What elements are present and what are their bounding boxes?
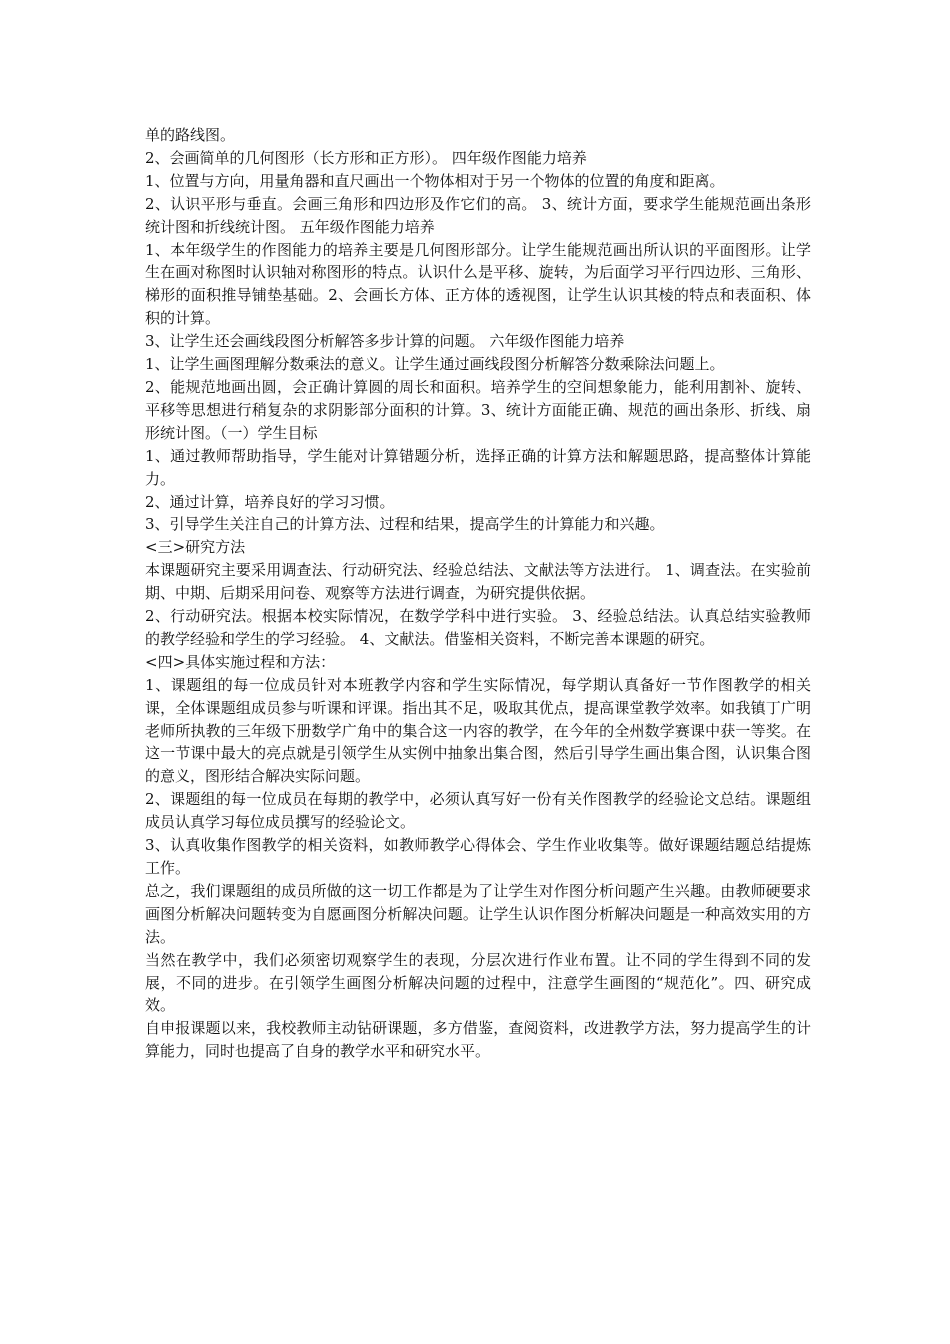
section-heading: <四>具体实施过程和方法： — [145, 652, 336, 671]
paragraph: 2、认识平形与垂直。会画三角形和四边形及作它们的高。 3、统计方面，要求学生能规范画出条形统计图和折线统计图。 五年级作图能力培养 — [145, 194, 811, 236]
paragraph: 1、位置与方向，用量角器和直尺画出一个物体相对于另一个物体的位置的角度和距离。 — [145, 171, 725, 190]
paragraph: 2、课题组的每一位成员在每期的教学中，必须认真写好一份有关作图教学的经验论文总结。课题组成员认真学习每位成员撰写的经验论文。 — [145, 790, 811, 832]
paragraph: 本课题研究主要采用调查法、行动研究法、经验总结法、文献法等方法进行。 1、调查法。在实验前期、中期、后期采用问卷、观察等方法进行调查，为研究提供依据。 — [145, 561, 811, 603]
paragraph: 1、本年级学生的作图能力的培养主要是几何图形部分。让学生能规范画出所认识的平面图形。让学生在画对称图时认识轴对称图形的特点。认识什么是平移、旋转，为后面学习平行四边形、三角形、梯形的面积推导铺垫基础。2、会画长方体、正方体的透视图，让学生认识其棱的特点和表面积、体积的计算。 — [145, 240, 811, 328]
paragraph: 单的路线图。 — [145, 126, 236, 144]
paragraph: 3、认真收集作图教学的相关资料，如教师教学心得体会、学生作业收集等。做好课题结题总结提炼工作。 — [145, 836, 811, 877]
paragraph: 3、引导学生关注自己的计算方法、过程和结果，提高学生的计算能力和兴趣。 — [145, 515, 665, 534]
paragraph: 当然在教学中，我们必须密切观察学生的表现，分层次进行作业布置。让不同的学生得到不同的发展，不同的进步。在引领学生画图分析解决问题的过程中，注意学生画图的“规范化”。四、研究成效。 — [145, 950, 811, 1015]
paragraph: 1、通过教师帮助指导，学生能对计算错题分析，选择正确的计算方法和解题思路，提高整体计算能力。 — [145, 446, 811, 488]
paragraph: 1、课题组的每一位成员针对本班教学内容和学生实际情况，每学期认真备好一节作图教学的相关课，全体课题组成员参与听课和评课。指出其不足，吸取其优点，提高课堂教学效率。如我镇丁广明老师所执教的三年级下册数学广角中的集合这一内容的教学，在今年的全州数学赛课中获一等奖。在这一节课中最大的亮点就是引领学生从实例中抽象出集合图，然后引导学生画出集合图，认识集合图的意义，图形结合解决实际问题。 — [145, 675, 811, 786]
paragraph: 2、行动研究法。根据本校实际情况，在数学学科中进行实验。 3、经验总结法。认真总结实验教师的教学经验和学生的学习经验。 4、文献法。借鉴相关资料，不断完善本课题的研究。 — [145, 607, 811, 648]
section-heading: <三>研究方法 — [145, 538, 246, 557]
paragraph: 1、让学生画图理解分数乘法的意义。让学生通过画线段图分析解答分数乘除法问题上。 — [145, 355, 725, 374]
paragraph: 自申报课题以来，我校教师主动钻研课题，多方借鉴，查阅资料，改进教学方法，努力提高学生的计算能力，同时也提高了自身的教学水平和研究水平。 — [145, 1019, 811, 1061]
paragraph: 3、让学生还会画线段图分析解答多步计算的问题。 六年级作图能力培养 — [145, 332, 625, 351]
paragraph: 2、能规范地画出圆，会正确计算圆的周长和面积。培养学生的空间想象能力，能利用割补、旋转、平移等思想进行稍复杂的求阴影部分面积的计算。3、统计方面能正确、规范的画出条形、折线、扇形统计图。（一）学生目标 — [145, 377, 811, 442]
document-body — [145, 124, 811, 1063]
paragraph: 2、通过计算，培养良好的学习习惯。 — [145, 492, 395, 511]
paragraph: 2、会画简单的几何图形（长方形和正方形）。 四年级作图能力培养 — [145, 148, 587, 167]
paragraph: 总之，我们课题组的成员所做的这一切工作都是为了让学生对作图分析问题产生兴趣。由教师硬要求画图分析解决问题转变为自愿画图分析解决问题。让学生认识作图分析解决问题是一种高效实用的方法。 — [145, 881, 811, 946]
